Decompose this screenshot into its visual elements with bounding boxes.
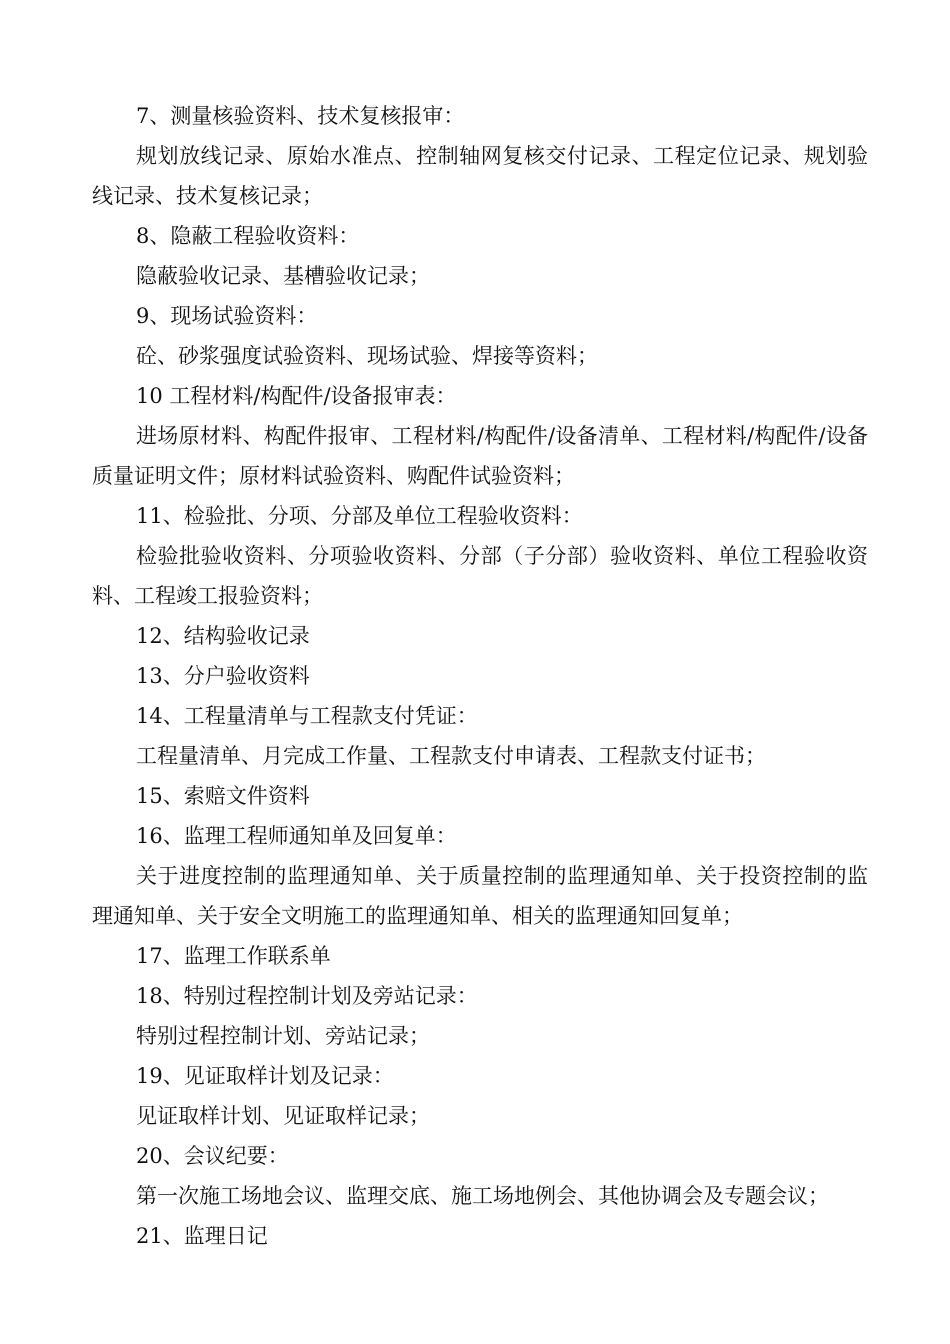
heading-item-19: 19、见证取样计划及记录： bbox=[136, 1064, 394, 1088]
paragraph-item-20: 第一次施工场地会议、监理交底、施工场地例会、其他协调会及专题会议； bbox=[136, 1184, 829, 1208]
heading-item-11: 11、检验批、分项、分部及单位工程验收资料： bbox=[136, 504, 583, 528]
heading-item-7: 7、测量核验资料、技术复核报审： bbox=[136, 104, 465, 128]
paragraph-item-9: 砼、砂浆强度试验资料、现场试验、焊接等资料； bbox=[136, 344, 598, 368]
paragraph-item-11: 检验批验收资料、分项验收资料、分部（子分部）验收资料、单位工程验收资料、工程竣工报验资料； bbox=[92, 544, 868, 608]
heading-item-10: 10 工程材料/构配件/设备报审表： bbox=[136, 384, 457, 408]
paragraph-item-14: 工程量清单、月完成工作量、工程款支付申请表、工程款支付证书； bbox=[136, 744, 766, 768]
paragraph-item-8: 隐蔽验收记录、基槽验收记录； bbox=[136, 264, 430, 288]
heading-item-17: 17、监理工作联系单 bbox=[136, 944, 331, 968]
heading-item-14: 14、工程量清单与工程款支付凭证： bbox=[136, 704, 478, 728]
document-body bbox=[92, 96, 868, 1256]
paragraph-item-7: 规划放线记录、原始水准点、控制轴网复核交付记录、工程定位记录、规划验线记录、技术复核记录； bbox=[92, 144, 868, 208]
heading-item-20: 20、会议纪要： bbox=[136, 1144, 289, 1168]
heading-item-16: 16、监理工程师通知单及回复单： bbox=[136, 824, 457, 848]
heading-item-21: 21、监理日记 bbox=[136, 1224, 268, 1248]
paragraph-item-19: 见证取样计划、见证取样记录； bbox=[136, 1104, 430, 1128]
paragraph-item-18: 特别过程控制计划、旁站记录； bbox=[136, 1024, 430, 1048]
heading-item-15: 15、索赔文件资料 bbox=[136, 784, 310, 808]
paragraph-item-10: 进场原材料、构配件报审、工程材料/构配件/设备清单、工程材料/构配件/设备质量证明文件；原材料试验资料、购配件试验资料； bbox=[92, 424, 868, 488]
heading-item-18: 18、特别过程控制计划及旁站记录： bbox=[136, 984, 478, 1008]
heading-item-8: 8、隐蔽工程验收资料： bbox=[136, 224, 360, 248]
heading-item-12: 12、结构验收记录 bbox=[136, 624, 310, 648]
paragraph-item-16: 关于进度控制的监理通知单、关于质量控制的监理通知单、关于投资控制的监理通知单、关于安全文明施工的监理通知单、相关的监理通知回复单； bbox=[92, 864, 868, 928]
heading-item-9: 9、现场试验资料： bbox=[136, 304, 318, 328]
heading-item-13: 13、分户验收资料 bbox=[136, 664, 310, 688]
